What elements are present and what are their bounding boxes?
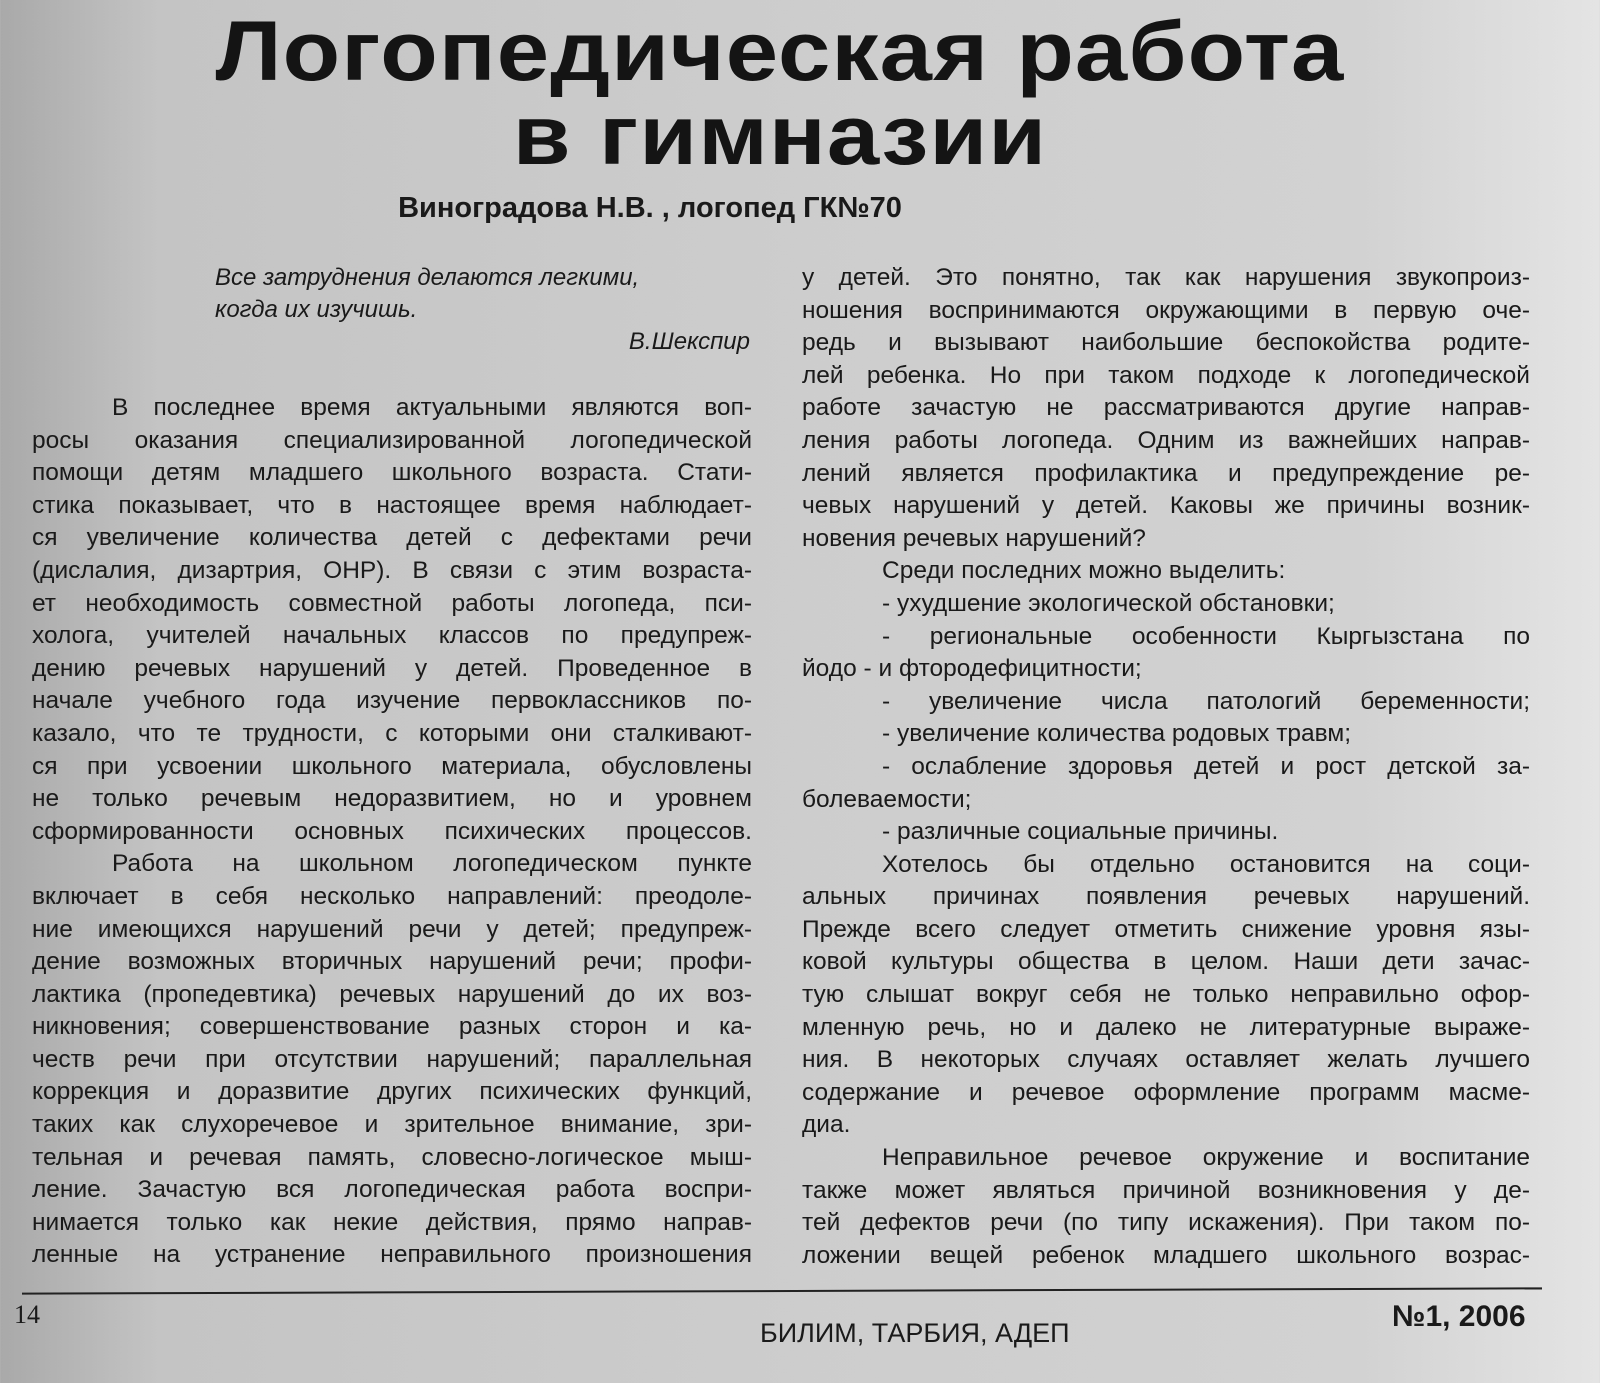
epigraph-source: В.Шекспир [628, 328, 750, 355]
text-line: содержание и речевое оформление программ масме- [802, 1078, 1530, 1106]
text-line: стика показывает, что в настоящее время наблюдает- [32, 491, 752, 519]
text-line: лей ребенка. Но при таком подходе к логопедической [802, 361, 1530, 389]
epigraph-line: когда их изучишь. [215, 296, 418, 323]
text-line: холога, учителей начальных классов по предупреж- [32, 622, 752, 650]
text-line: помощи детям младшего школьного возраста. Стати- [32, 459, 752, 487]
text-line: - ухудшение экологической обстановки; [882, 589, 1335, 617]
text-line: включает в себя несколько направлений: преодоле- [32, 882, 752, 910]
epigraph-line: Все затруднения делаются легкими, [215, 264, 640, 291]
text-line: сформированности основных психических процессов. [32, 817, 752, 845]
text-line: ления работы логопеда. Одним из важнейших направ- [802, 426, 1530, 454]
magazine-name: БИЛИМ, ТАРБИЯ, АДЕП [760, 1318, 1070, 1348]
text-line: также может являться причиной возникновения у де- [802, 1176, 1530, 1204]
text-line: никновения; совершенствование разных сторон и ка- [32, 1013, 752, 1041]
text-line: дению речевых нарушений у детей. Проведенное в [32, 654, 752, 682]
text-line: начале учебного года изучение первоклассников по- [32, 687, 752, 715]
issue-number: №1, 2006 [1392, 1300, 1526, 1333]
text-line: Среди последних можно выделить: [882, 557, 1286, 585]
text-line: диа. [802, 1111, 851, 1139]
text-line: - увеличение количества родовых травм; [882, 720, 1352, 748]
text-line: (дислалия, дизартрия, ОНР). В связи с этим возраста- [32, 556, 752, 584]
text-line: альных причинах появления речевых нарушений. [802, 883, 1530, 911]
text-line: ся при усвоении школьного материала, обусловлены [32, 752, 752, 780]
text-line: мленную речь, но и далеко не литературные выраже- [802, 1013, 1530, 1041]
text-line: у детей. Это понятно, так как нарушения звукопроиз- [802, 264, 1530, 291]
footer-divider [22, 1287, 1542, 1294]
text-line: - региональные особенности Кыргызстана по [882, 622, 1530, 650]
text-line: тей дефектов речи (по типу искажения). При таком по- [802, 1209, 1530, 1237]
text-line: ленные на устранение неправильного произношения [32, 1241, 752, 1269]
text-line: таких как слухоречевое и зрительное внимание, зри- [32, 1111, 752, 1139]
text-line: росы оказания специализированной логопедической [32, 426, 752, 454]
text-line: не только речевым недоразвитием, но и уровнем [32, 785, 752, 813]
text-line: ношения воспринимаются окружающими в первую оче- [802, 296, 1530, 324]
text-line: - увеличение числа патологий беременности; [882, 687, 1530, 715]
text-line: ся увеличение количества детей с дефектами речи [32, 524, 752, 552]
text-line: лений является профилактика и предупреждение ре- [802, 459, 1530, 487]
right-text-column [802, 262, 1530, 1272]
article-title-line-2: в гимназии [512, 88, 1048, 182]
text-line: - различные социальные причины. [882, 818, 1279, 846]
left-text-column [32, 392, 752, 1272]
text-line: - ослабление здоровья детей и рост детской за- [882, 752, 1530, 780]
text-line: казало, что те трудности, с которыми они сталкивают- [32, 719, 752, 747]
text-line: В последнее время актуальными являются воп- [112, 394, 752, 421]
author-byline: Виноградова Н.В. , логопед ГК№70 [398, 192, 902, 224]
text-line: нимается только как некие действия, прямо направ- [32, 1208, 752, 1236]
text-line: ет необходимость совместной работы логопеда, пси- [32, 589, 752, 617]
text-line: Работа на школьном логопедическом пункте [112, 850, 752, 878]
text-line: Прежде всего следует отметить снижение уровня язы- [802, 915, 1530, 943]
text-line: ление. Зачастую вся логопедическая работа воспри- [32, 1176, 752, 1204]
text-line: ния. В некоторых случаях оставляет желать лучшего [802, 1046, 1530, 1074]
text-line: редь и вызывают наибольшие беспокойства родите- [802, 329, 1530, 357]
text-line: ложении вещей ребенок младшего школьного возрас- [802, 1241, 1530, 1269]
text-line: Неправильное речевое окружение и воспитание [882, 1144, 1530, 1172]
text-line: тельная и речевая память, словесно-логическое мыш- [32, 1143, 752, 1171]
page-number: 14 [14, 1300, 40, 1329]
text-line: Хотелось бы отдельно остановится на соци- [882, 850, 1530, 878]
text-line: работе зачастую не рассматриваются другие направ- [802, 394, 1530, 422]
text-line: болеваемости; [802, 785, 972, 813]
text-line: коррекция и доразвитие других психических функций, [32, 1078, 752, 1106]
text-line: чевых нарушений у детей. Каковы же причины возник- [802, 492, 1530, 520]
text-line: новения речевых нарушений? [802, 524, 1146, 552]
text-line: дение возможных вторичных нарушений речи; профи- [32, 948, 752, 976]
text-line: ние имеющихся нарушений речи у детей; предупреж- [32, 915, 752, 943]
epigraph [215, 262, 750, 358]
text-line: честв речи при отсутствии нарушений; параллельная [32, 1045, 752, 1073]
text-line: йодо - и фтородефицитности; [802, 655, 1142, 683]
text-line: лактика (пропедевтика) речевых нарушений до их воз- [32, 980, 752, 1008]
text-line: ковой культуры общества в целом. Наши дети зачас- [802, 948, 1530, 976]
article-title-line-1: Логопедическая работа [215, 4, 1345, 98]
text-line: тую слышат вокруг себя не только неправильно офор- [802, 981, 1530, 1009]
